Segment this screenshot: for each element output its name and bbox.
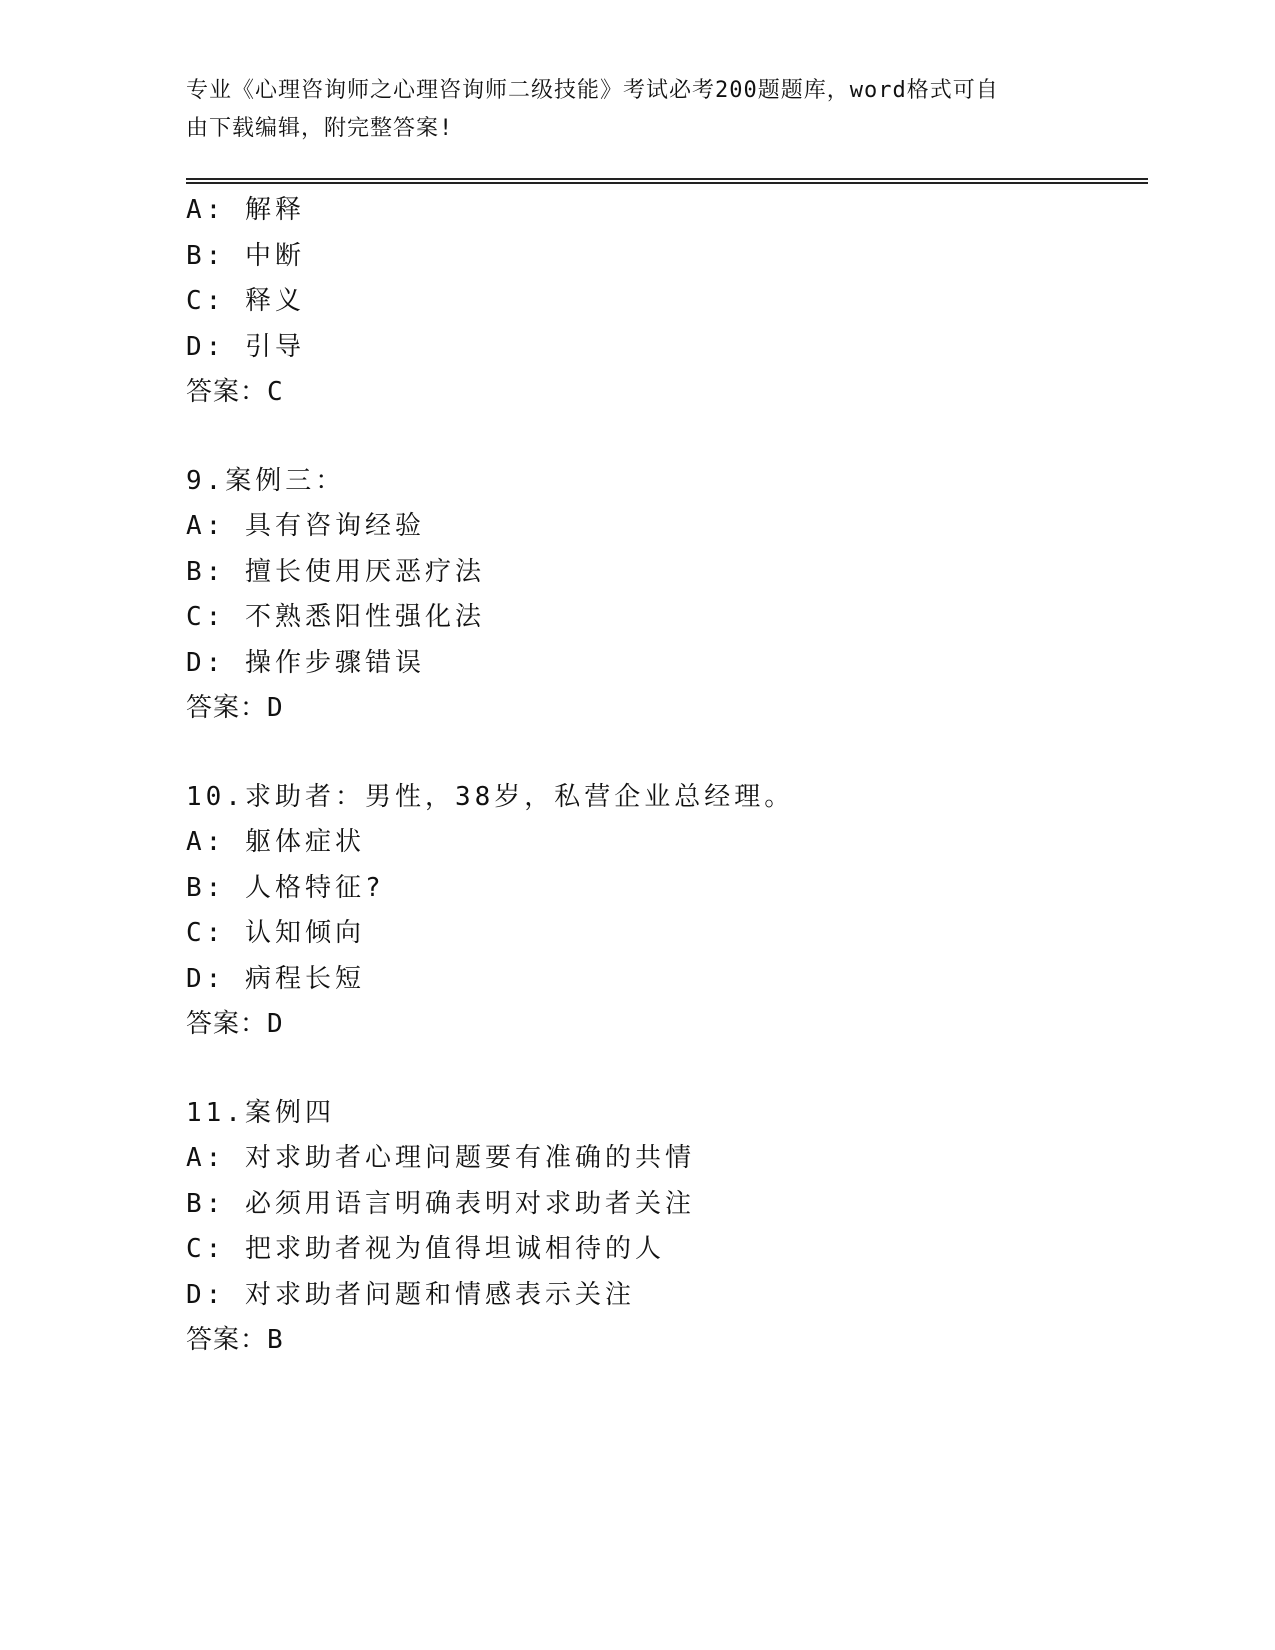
answer-line <box>186 686 1146 732</box>
answer-line <box>186 1318 1146 1364</box>
question-title: 10.求助者：男性，38岁，私营企业总经理。 <box>186 781 795 812</box>
answer-value: D <box>267 1009 284 1039</box>
option-d: D: 操作步骤错误 <box>186 647 425 678</box>
answer-value: D <box>267 693 284 723</box>
answer-label: 答案： <box>186 377 268 407</box>
option-b: B: 中断 <box>186 240 305 271</box>
option-c: C: 释义 <box>186 286 305 316</box>
question-block-10 <box>186 775 1146 1048</box>
header-line-1: 专业《心理咨询师之心理咨询师二级技能》考试必考200题题库，word格式可自 <box>186 78 999 103</box>
option-a: A: 具有咨询经验 <box>186 511 425 541</box>
option-d: D: 病程长短 <box>186 963 365 994</box>
option-a: A: 解释 <box>186 195 305 225</box>
question-block-9 <box>186 459 1146 732</box>
option-b: B: 必须用语言明确表明对求助者关注 <box>186 1188 695 1219</box>
answer-label: 答案： <box>186 1009 268 1039</box>
answer-label: 答案： <box>186 693 268 723</box>
question-title: 11.案例四 <box>186 1097 335 1128</box>
question-title: 9.案例三： <box>186 465 346 496</box>
option-c: C: 把求助者视为值得坦诚相待的人 <box>186 1234 665 1264</box>
option-c: C: 认知倾向 <box>186 918 365 948</box>
answer-label: 答案： <box>186 1325 268 1355</box>
header-divider-bottom <box>186 182 1148 184</box>
question-list <box>186 188 1146 1407</box>
question-block-11 <box>186 1091 1146 1364</box>
option-b: B: 人格特征? <box>186 872 385 903</box>
question-block-8 <box>186 188 1146 416</box>
option-d: D: 引导 <box>186 331 305 362</box>
document-header <box>186 72 1066 148</box>
header-line-2: 由下载编辑，附完整答案! <box>186 116 454 141</box>
option-b: B: 擅长使用厌恶疗法 <box>186 556 485 587</box>
header-divider-top <box>186 178 1148 180</box>
option-c: C: 不熟悉阳性强化法 <box>186 602 485 632</box>
answer-line <box>186 1002 1146 1048</box>
answer-value: C <box>267 377 284 407</box>
option-d: D: 对求助者问题和情感表示关注 <box>186 1279 635 1310</box>
option-a: A: 躯体症状 <box>186 827 365 857</box>
answer-line <box>186 370 1146 416</box>
answer-value: B <box>267 1325 284 1355</box>
option-a: A: 对求助者心理问题要有准确的共情 <box>186 1143 695 1173</box>
